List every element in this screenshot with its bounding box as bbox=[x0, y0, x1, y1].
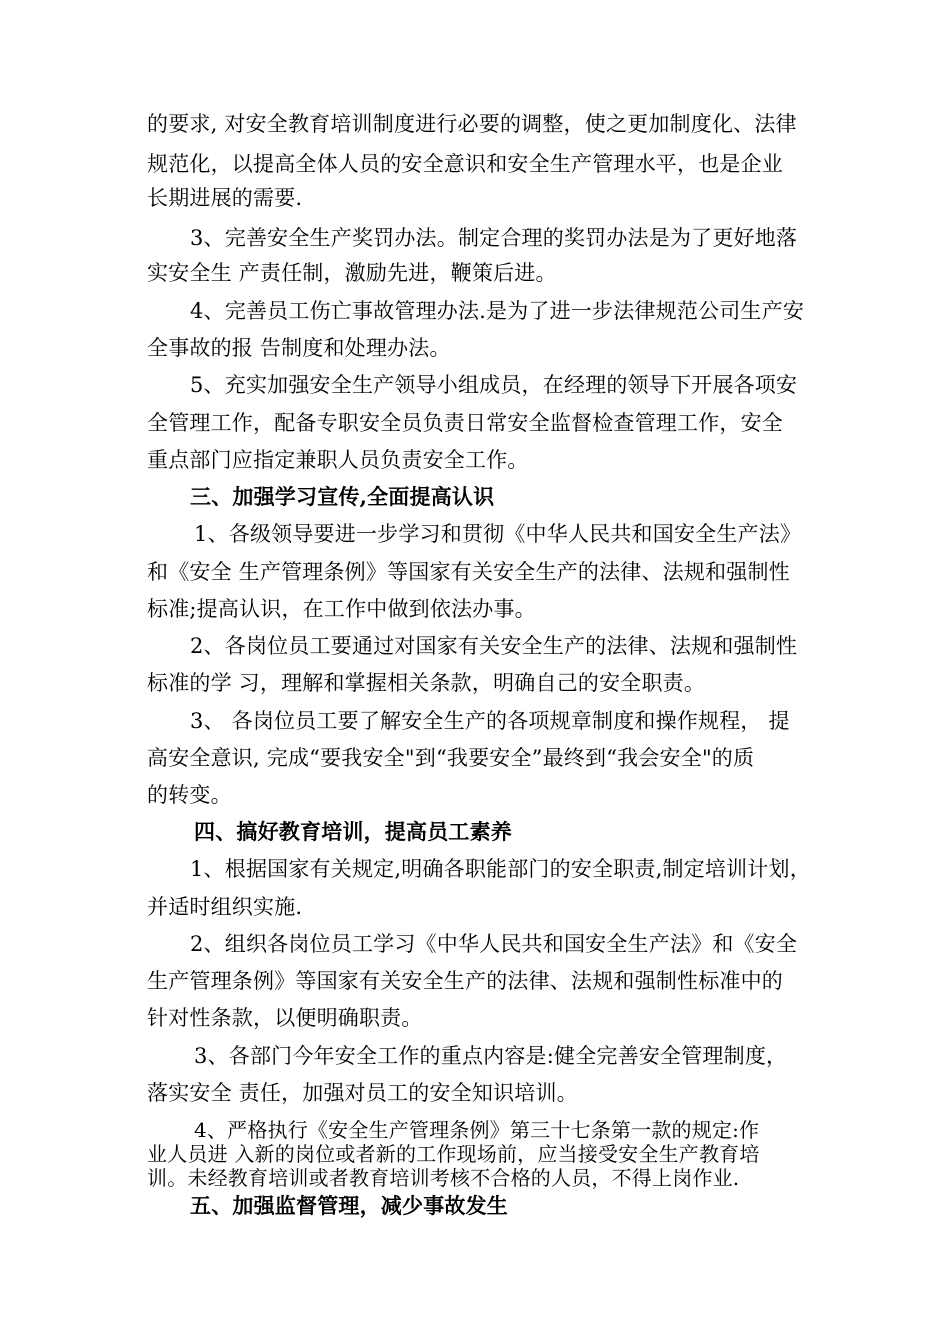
paragraph-line: 长期进展的需要. bbox=[147, 186, 303, 210]
paragraph-line: 实安全生 产责任制，激励先进，鞭策后进。 bbox=[147, 261, 557, 285]
paragraph-line: 3、完善安全生产奖罚办法。制定合理的奖罚办法是为了更好地落 bbox=[190, 226, 798, 250]
paragraph-line: 3、 各岗位员工要了解安全生产的各项规章制度和操作规程， 提 bbox=[190, 709, 790, 733]
paragraph-line: 4、完善员工伤亡事故管理办法.是为了进一步法律规范公司生产安 bbox=[190, 299, 805, 323]
section-heading: 三、加强学习宣传,全面提高认识 bbox=[190, 484, 495, 509]
paragraph-line: 3、各部门今年安全工作的重点内容是:健全完善安全管理制度， bbox=[194, 1044, 788, 1068]
paragraph-line: 4、严格执行《安全生产管理条例》第三十七条第一款的规定:作 bbox=[194, 1118, 760, 1142]
section-heading: 五、加强监督管理，减少事故发生 bbox=[190, 1193, 508, 1218]
section-heading: 四、搞好教育培训，提高员工素养 bbox=[194, 819, 512, 844]
paragraph-line: 训。未经教育培训或者教育培训考核不合格的人员，不得上岗作业. bbox=[147, 1166, 740, 1190]
paragraph-line: 标准;提高认识，在工作中做到依法办事。 bbox=[147, 597, 536, 621]
paragraph-line: 全事故的报 告制度和处理办法。 bbox=[147, 336, 451, 360]
paragraph-line: 和《安全 生产管理条例》等国家有关安全生产的法律、法规和强制性 bbox=[147, 560, 790, 584]
paragraph-line: 1、根据国家有关规定,明确各职能部门的安全职责,制定培训计划， bbox=[190, 857, 811, 881]
paragraph-line: 高安全意识, 完成“要我安全"到“我要安全”最终到“我会安全"的质 bbox=[147, 746, 755, 770]
paragraph-line: 全管理工作，配备专职安全员负责日常安全监督检查管理工作，安全 bbox=[147, 411, 783, 435]
paragraph-line: 重点部门应指定兼职人员负责安全工作。 bbox=[147, 448, 529, 472]
paragraph-line: 生产管理条例》等国家有关安全生产的法律、法规和强制性标准中的 bbox=[147, 969, 783, 993]
paragraph-line: 的要求, 对安全教育培训制度进行必要的调整，使之更加制度化、法律 bbox=[147, 112, 797, 136]
paragraph-line: 5、充实加强安全生产领导小组成员，在经理的领导下开展各项安 bbox=[190, 373, 798, 397]
paragraph-line: 落实安全 责任，加强对员工的安全知识培训。 bbox=[147, 1081, 578, 1105]
paragraph-line: 标准的学 习，理解和掌握相关条款，明确自己的安全职责。 bbox=[147, 671, 706, 695]
paragraph-line: 规范化，以提高全体人员的安全意识和安全生产管理水平，也是企业 bbox=[147, 152, 783, 176]
paragraph-line: 针对性条款，以便明确职责。 bbox=[147, 1006, 423, 1030]
paragraph-line: 业人员进 入新的岗位或者新的工作现场前，应当接受安全生产教育培 bbox=[147, 1142, 760, 1166]
paragraph-line: 2、各岗位员工要通过对国家有关安全生产的法律、法规和强制性 bbox=[190, 634, 798, 658]
paragraph-line: 的转变。 bbox=[147, 783, 232, 807]
paragraph-line: 2、组织各岗位员工学习《中华人民共和国安全生产法》和《安全 bbox=[190, 932, 798, 956]
paragraph-line: 并适时组织实施. bbox=[147, 895, 303, 919]
paragraph-line: 1、各级领导要进一步学习和贯彻《中华人民共和国安全生产法》 bbox=[194, 522, 802, 546]
